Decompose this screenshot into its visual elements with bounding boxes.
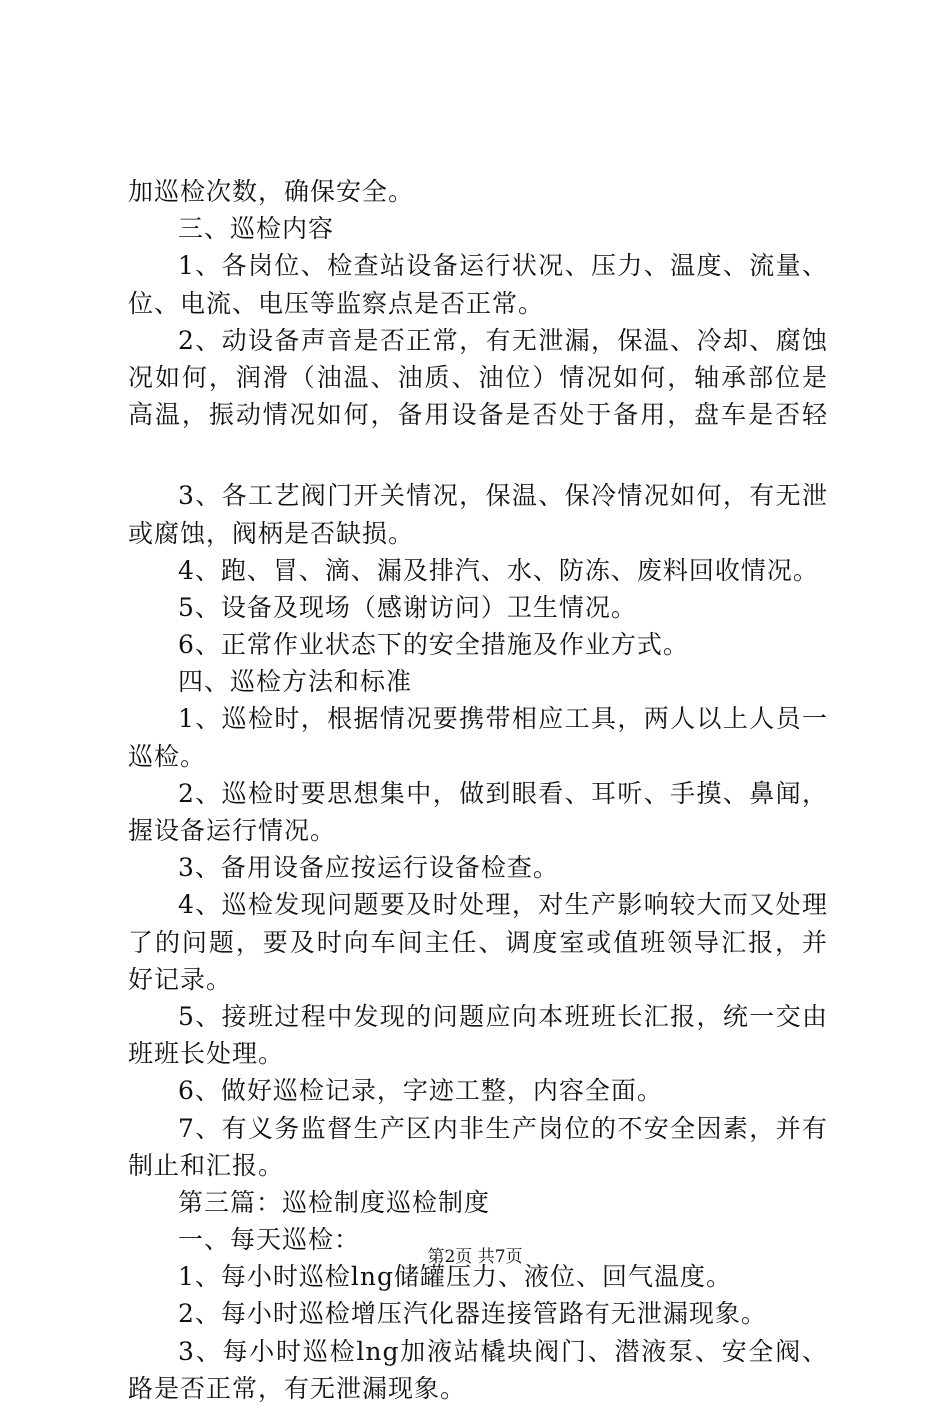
text-line: 了的问题，要及时向车间主任、调度室或值班领导汇报，并 <box>128 927 828 957</box>
text-line: 3、各工艺阀门开关情况，保温、保冷情况如何，有无泄 <box>178 481 828 511</box>
section-heading: 四、巡检方法和标准 <box>178 667 413 697</box>
text-line: 3、每小时巡检lng加液站橇块阀门、潜液泵、安全阀、 <box>178 1336 828 1366</box>
document-body <box>128 173 828 1407</box>
text-line: 2、巡检时要思想集中，做到眼看、耳听、手摸、鼻闻， <box>178 778 828 808</box>
text-line: 4、巡检发现问题要及时处理，对生产影响较大而又处理 <box>178 890 828 920</box>
text-line: 1、每小时巡检lng储罐压力、液位、回气温度。 <box>178 1262 733 1292</box>
text-line: 5、设备及现场（感谢访问）卫生情况。 <box>178 592 637 622</box>
text-line: 好记录。 <box>128 964 233 994</box>
text-line: 班班长处理。 <box>128 1039 285 1069</box>
blank-line <box>128 433 828 477</box>
text-line: 1、巡检时，根据情况要携带相应工具，两人以上人员一 <box>178 704 828 734</box>
text-line: 1、各岗位、检查站设备运行状况、压力、温度、流量、 <box>178 251 828 281</box>
text-line: 7、有义务监督生产区内非生产岗位的不安全因素，并有 <box>178 1113 828 1143</box>
page-footer: 第2页 共7页 <box>427 1247 523 1267</box>
section-heading: 一、每天巡检： <box>178 1225 361 1255</box>
text-line: 6、正常作业状态下的安全措施及作业方式。 <box>178 630 689 660</box>
text-line: 握设备运行情况。 <box>128 816 337 845</box>
text-line: 位、电流、电压等监察点是否正常。 <box>128 288 545 318</box>
text-line: 3、备用设备应按运行设备检查。 <box>178 853 559 883</box>
text-line: 加巡检次数，确保安全。 <box>128 177 415 206</box>
text-line: 路是否正常，有无泄漏现象。 <box>128 1373 467 1403</box>
text-line: 5、接班过程中发现的问题应向本班班长汇报，统一交由 <box>178 1001 828 1031</box>
text-line: 制止和汇报。 <box>128 1150 285 1180</box>
text-line: 巡检。 <box>128 741 207 771</box>
section-heading: 三、巡检内容 <box>178 214 335 244</box>
text-line: 2、动设备声音是否正常，有无泄漏，保温、冷却、腐蚀 <box>178 325 828 355</box>
text-line: 2、每小时巡检增压汽化器连接管路有无泄漏现象。 <box>178 1299 767 1329</box>
text-line: 4、跑、冒、滴、漏及排汽、水、防冻、废料回收情况。 <box>178 555 819 585</box>
section-heading: 第三篇：巡检制度巡检制度 <box>178 1187 491 1217</box>
text-line: 高温，振动情况如何，备用设备是否处于备用，盘车是否轻 <box>128 400 828 430</box>
text-line: 6、做好巡检记录，字迹工整，内容全面。 <box>178 1076 663 1106</box>
text-line: 况如何，润滑（油温、油质、油位）情况如何，轴承部位是 <box>128 362 828 392</box>
text-line: 或腐蚀，阀柄是否缺损。 <box>128 518 415 548</box>
